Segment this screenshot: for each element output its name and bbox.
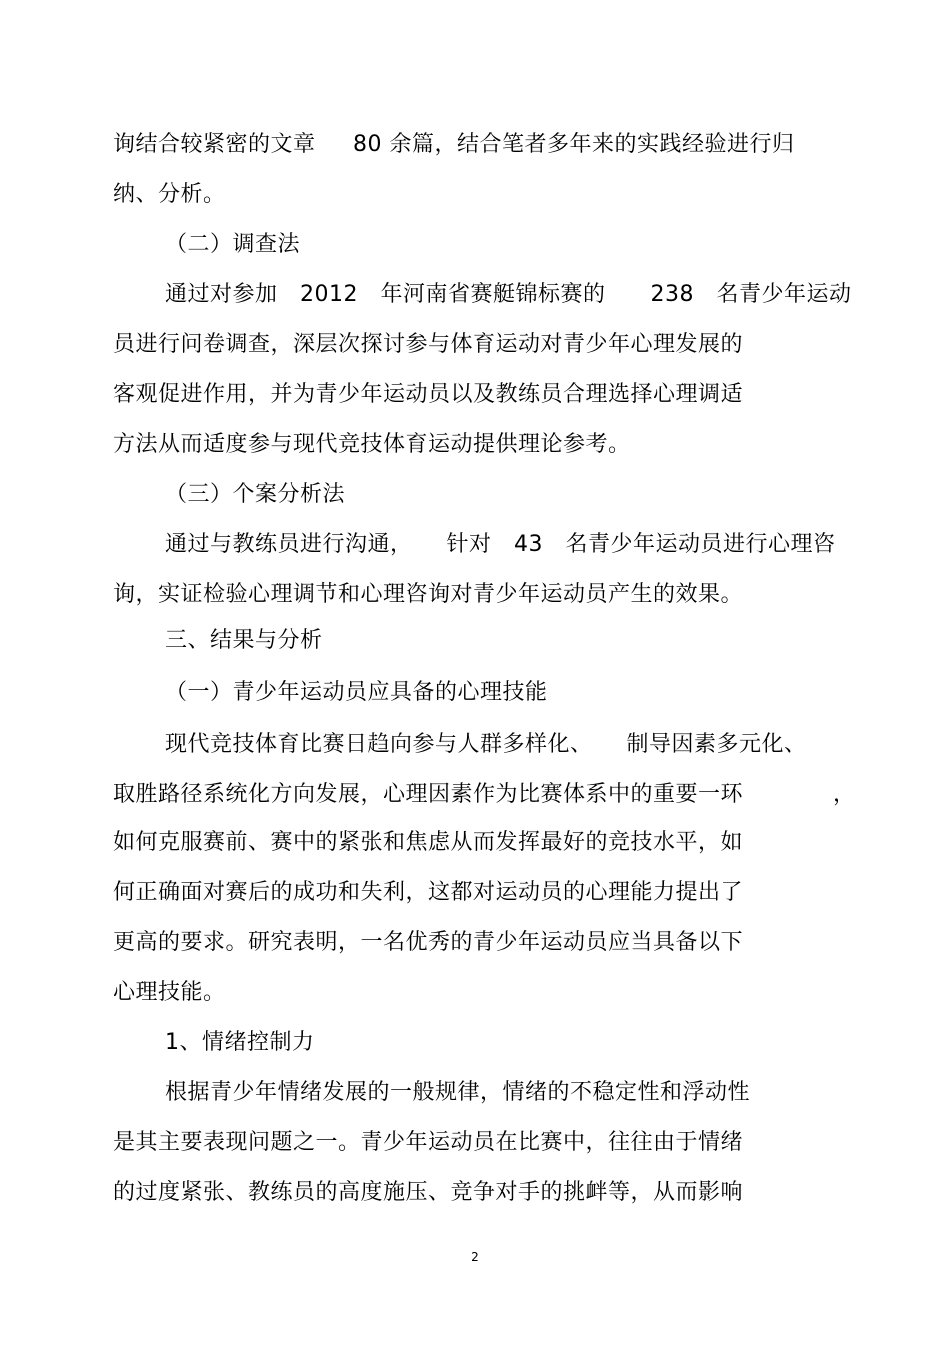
- text-line: 更高的要求。研究表明，一名优秀的青少年运动员应当具备以下: [113, 930, 744, 955]
- section-heading: 三、结果与分析: [165, 628, 323, 653]
- text-line: 取胜路径系统化方向发展，心理因素作为比赛体系中的重要一环 ，: [113, 782, 856, 807]
- text-line: 何正确面对赛后的成功和失利，这都对运动员的心理能力提出了: [113, 880, 744, 905]
- text-line: 通过对参加 2012 年河南省赛艇锦标赛的 238 名青少年运动: [165, 282, 852, 307]
- page-number: 2: [471, 1250, 479, 1264]
- text-line: 的过度紧张、教练员的高度施压、竞争对手的挑衅等，从而影响: [113, 1180, 744, 1205]
- text-line: 是其主要表现问题之一。青少年运动员在比赛中，往往由于情绪: [113, 1130, 744, 1155]
- text-line: 通过与教练员进行沟通， 针对 43 名青少年运动员进行心理咨: [165, 532, 836, 557]
- text-line: 询，实证检验心理调节和心理咨询对青少年运动员产生的效果。: [113, 582, 744, 607]
- text-line: 根据青少年情绪发展的一般规律，情绪的不稳定性和浮动性: [165, 1080, 751, 1105]
- text-line: 员进行问卷调查，深层次探讨参与体育运动对青少年心理发展的: [113, 332, 744, 357]
- section-heading: （一）青少年运动员应具备的心理技能: [165, 680, 548, 705]
- text-line: 心理技能。: [113, 980, 226, 1005]
- section-heading: （三）个案分析法: [165, 482, 346, 507]
- text-line: 方法从而适度参与现代竞技体育运动提供理论参考。: [113, 432, 631, 457]
- text-line: 如何克服赛前、赛中的紧张和焦虑从而发挥最好的竞技水平，如: [113, 830, 744, 855]
- text-line: 客观促进作用，并为青少年运动员以及教练员合理选择心理调适: [113, 382, 744, 407]
- text-line: 现代竞技体育比赛日趋向参与人群多样化、 制导因素多元化、: [165, 732, 807, 757]
- section-heading: （二）调查法: [165, 232, 301, 257]
- text-line: 纳、分析。: [113, 182, 226, 207]
- text-line: 询结合较紧密的文章 80 余篇，结合笔者多年来的实践经验进行归: [113, 132, 795, 157]
- section-heading: 1、情绪控制力: [165, 1030, 315, 1055]
